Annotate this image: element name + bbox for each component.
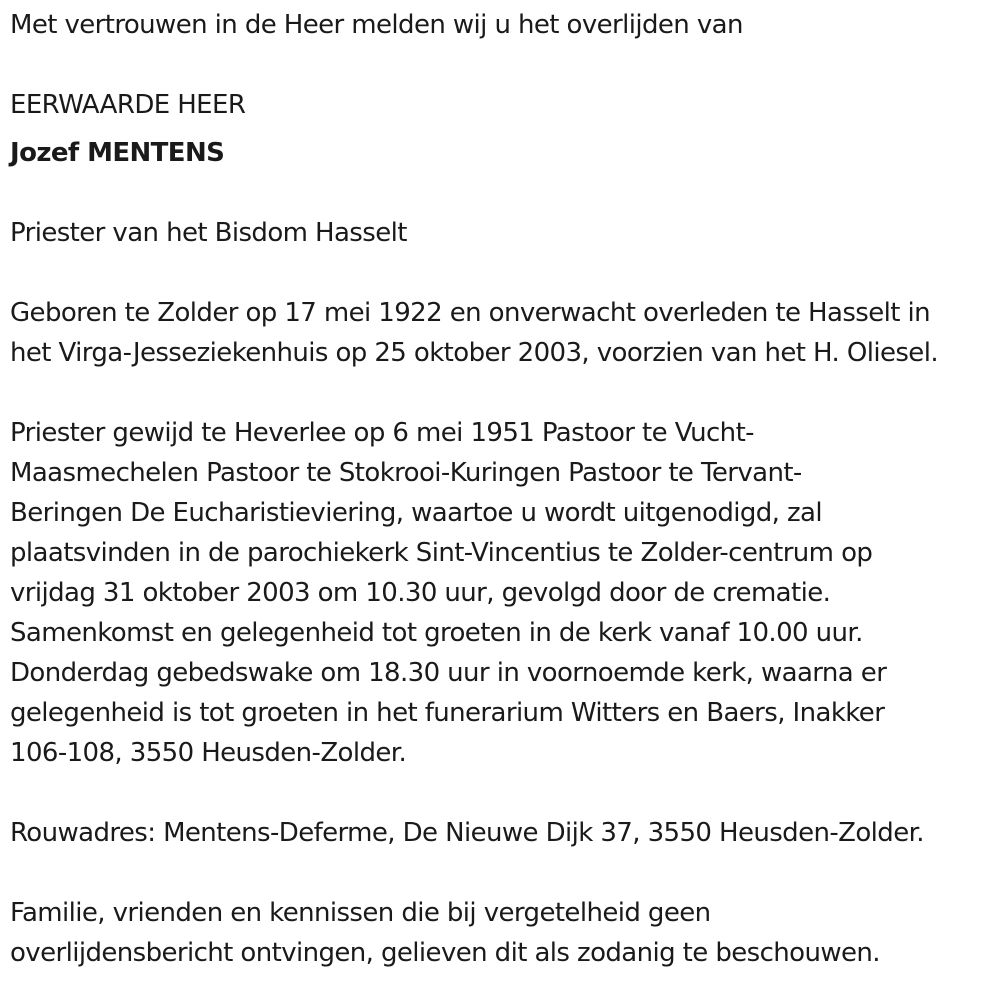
paragraph-line: Beringen De Eucharistieviering, waartoe u wordt uitgenodigd, zal: [10, 498, 823, 528]
closing-paragraph: [10, 893, 995, 973]
honorific-title: EERWAARDE HEER: [10, 90, 246, 120]
paragraph-line: vrijdag 31 oktober 2003 om 10.30 uur, gevolgd door de crematie.: [10, 578, 831, 608]
paragraph-line: overlijdensbericht ontvingen, gelieven dit als zodanig te beschouwen.: [10, 938, 880, 968]
mourning-address: Rouwadres: Mentens-Deferme, De Nieuwe Dijk 37, 3550 Heusden-Zolder.: [10, 818, 924, 848]
role-text: Priester van het Bisdom Hasselt: [10, 218, 407, 248]
intro-text: Met vertrouwen in de Heer melden wij u het overlijden van: [10, 10, 743, 40]
career-service-paragraph: [10, 413, 995, 773]
paragraph-line: Geboren te Zolder op 17 mei 1922 en onverwacht overleden te Hasselt in: [10, 298, 931, 328]
spacer: [10, 173, 995, 213]
deceased-name: Jozef MENTENS: [10, 138, 225, 168]
paragraph-line: Familie, vrienden en kennissen die bij vergetelheid geen: [10, 898, 711, 928]
paragraph-line: 106-108, 3550 Heusden-Zolder.: [10, 738, 407, 768]
birth-death-paragraph: [10, 293, 995, 373]
paragraph-line: Maasmechelen Pastoor te Stokrooi-Kuringen Pastoor te Tervant-: [10, 458, 802, 488]
paragraph-line: het Virga-Jesseziekenhuis op 25 oktober 2003, voorzien van het H. Oliesel.: [10, 338, 938, 368]
spacer: [10, 773, 995, 813]
paragraph-line: gelegenheid is tot groeten in het funerarium Witters en Baers, Inakker: [10, 698, 885, 728]
obituary-notice: [10, 5, 995, 973]
paragraph-line: Priester gewijd te Heverlee op 6 mei 1951 Pastoor te Vucht-: [10, 418, 754, 448]
paragraph-line: Samenkomst en gelegenheid tot groeten in de kerk vanaf 10.00 uur.: [10, 618, 863, 648]
paragraph-line: Donderdag gebedswake om 18.30 uur in voornoemde kerk, waarna er: [10, 658, 887, 688]
paragraph-line: plaatsvinden in de parochiekerk Sint-Vincentius te Zolder-centrum op: [10, 538, 873, 568]
spacer: [10, 253, 995, 293]
spacer: [10, 853, 995, 893]
spacer: [10, 373, 995, 413]
